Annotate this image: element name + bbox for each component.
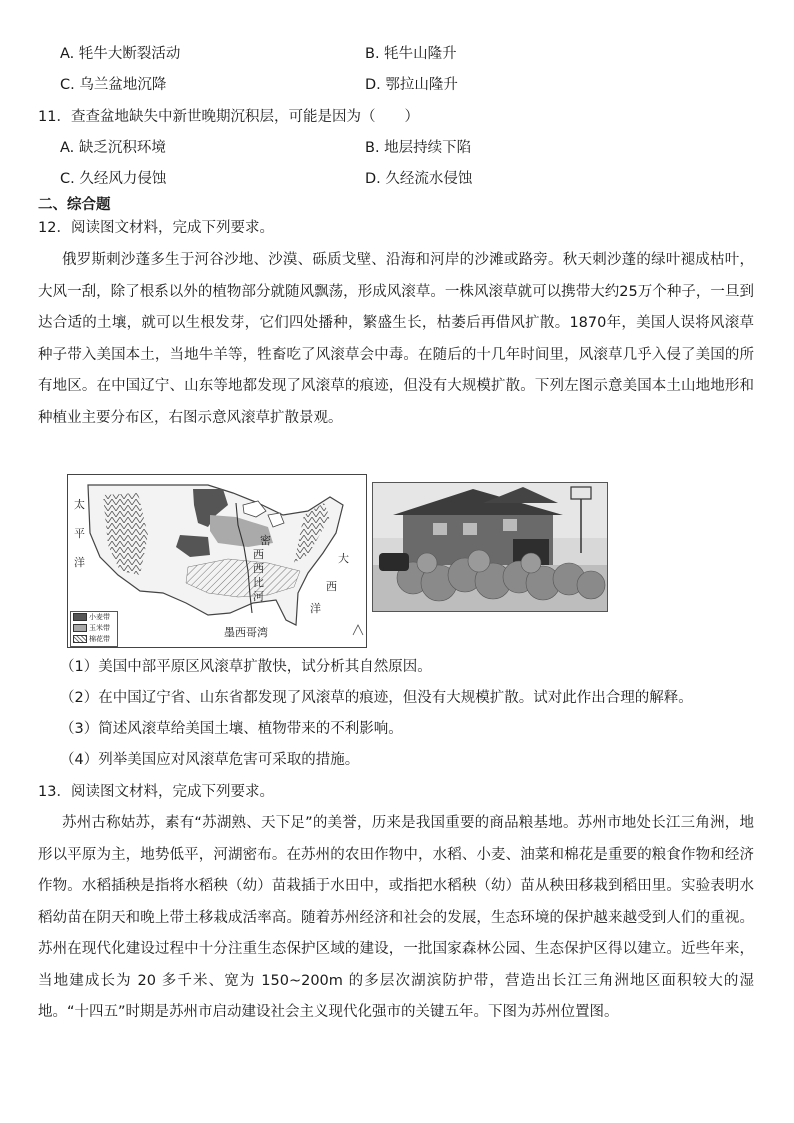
map-label-mississippi-5: 河: [253, 590, 264, 603]
map-label-mississippi-4: 比: [253, 576, 264, 589]
q11-option-b: B. 地层持续下陷: [365, 140, 472, 156]
section-heading: 二、综合题: [38, 197, 111, 213]
q10-option-d: D. 鄂拉山隆升: [365, 77, 458, 93]
q10-option-c: C. 乌兰盆地沉降: [60, 77, 167, 93]
map-label-pacific-3: 洋: [74, 556, 85, 569]
tumbleweed-photo: [372, 482, 608, 612]
us-map: [67, 474, 367, 648]
q12-stem: 12．阅读图文材料，完成下列要求。: [38, 220, 274, 236]
q11-option-a: A. 缺乏沉积环境: [60, 140, 166, 156]
legend-cotton: 棉花带: [73, 635, 110, 644]
map-label-pacific-1: 太: [74, 498, 85, 511]
map-label-gulf: 墨西哥湾: [224, 626, 268, 639]
q11-stem: 11．查查盆地缺失中新世晚期沉积层，可能是因为（ ）: [38, 109, 419, 125]
map-label-atlantic-1: 大: [338, 552, 349, 565]
map-label-pacific-2: 平: [74, 527, 85, 540]
q11-option-c: C. 久经风力侵蚀: [60, 171, 167, 187]
map-label-mississippi-3: 西: [253, 562, 264, 575]
q12-figure: [67, 474, 607, 646]
map-label-atlantic-3: 洋: [310, 602, 321, 615]
q10-option-b: B. 牦牛山隆升: [365, 46, 457, 62]
map-label-mississippi-1: 密: [260, 534, 271, 547]
map-legend: [70, 611, 118, 647]
q13-passage: 苏州古称姑苏，素有“苏湖熟、天下足”的美誉，历来是我国重要的商品粮基地。苏州市地处长江三角洲，地形以平原为主，地势低平，河湖密布。在苏州的农田作物中，水稻、小麦、油菜和棉花是重要的粮食作物和经济作物。水稻插秧是指将水稻秧（幼）苗栽插于水田中，或指把水稻秧（幼）苗从秧田移栽到稻田里。实验表明水稻幼苗在阴天和晚上带土移栽成活率高。随着苏州经济和社会的发展，生态环境的保护越来越受到人们的重视。苏州在现代化建设过程中十分注重生态保护区域的建设，一批国家森林公园、生态保护区得以建立。近些年来，当地建成长为 20 多千米、宽为 150~200m 的多层次湖滨防护带，营造出长江三角洲地区面积较大的湿地。“十四五”时期是苏州市启动建设社会主义现代化强市的关键五年。下图为苏州位置图。: [38, 815, 754, 1020]
q12-passage: 俄罗斯刺沙蓬多生于河谷沙地、沙漠、砾质戈壁、沿海和河岸的沙滩或路旁。秋天刺沙蓬的绿叶褪成枯叶，大风一刮，除了根系以外的植物部分就随风飘荡，形成风滚草。一株风滚草就可以携带大约25万个种子，一旦到达合适的土壤，就可以生根发芽，它们四处播种，繁盛生长，枯萎后再借风扩散。1870年，美国人误将风滚草种子带入美国本土，当地牛羊等，牲畜吃了风滚草会中毒。在随后的十几年时间里，风滚草几乎入侵了美国的所有地区。在中国辽宁、山东等地都发现了风滚草的痕迹，但没有大规模扩散。下列左图示意美国本土山地地形和种植业主要分布区，右图示意风滚草扩散景观。: [38, 252, 754, 426]
q11-option-d: D. 久经流水侵蚀: [365, 171, 473, 187]
q13-stem: 13．阅读图文材料，完成下列要求。: [38, 784, 274, 800]
map-label-atlantic-2: 西: [326, 580, 337, 593]
map-label-mississippi-2: 西: [253, 548, 264, 561]
legend-corn: 玉米带: [73, 624, 110, 633]
tumbleweed-photo-drawing: [373, 483, 607, 611]
q12-subquestion-1: （1）美国中部平原区风滚草扩散快，试分析其自然原因。: [60, 659, 432, 675]
legend-wheat: 小麦带: [73, 613, 110, 622]
q12-subquestion-4: （4）列举美国应对风滚草危害可采取的措施。: [60, 752, 360, 768]
q10-option-a: A. 牦牛大断裂活动: [60, 46, 181, 62]
q12-subquestion-2: （2）在中国辽宁省、山东省都发现了风滚草的痕迹，但没有大规模扩散。试对此作出合理的解释。: [60, 690, 693, 706]
q12-subquestion-3: （3）简述风滚草给美国土壤、植物带来的不利影响。: [60, 721, 403, 737]
